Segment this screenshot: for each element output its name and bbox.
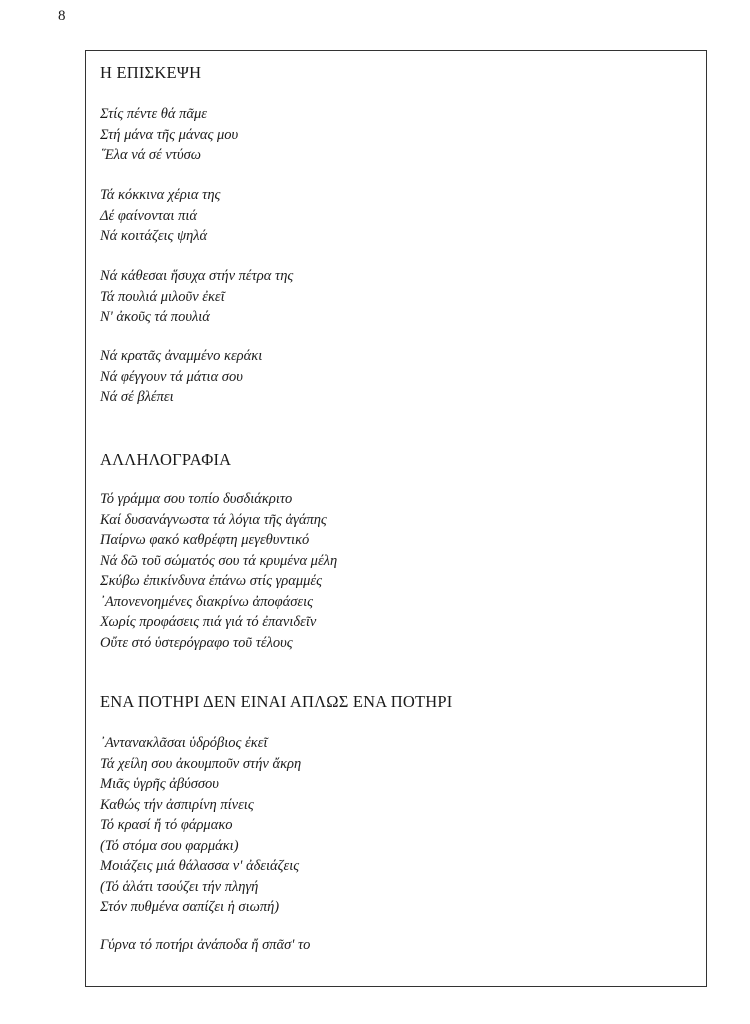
verse-line: Σκύβω ἐπικίνδυνα ἐπάνω στίς γραμμές bbox=[100, 573, 323, 589]
verse-line: Παίρνω φακό καθρέφτη μεγεθυντικό bbox=[100, 532, 310, 548]
verse-line: Καί δυσανάγνωστα τά λόγια τῆς ἀγάπης bbox=[100, 511, 327, 528]
verse-line: Στίς πέντε θά πᾶμε bbox=[100, 106, 208, 122]
verse-line: Οὔτε στό ὑστερόγραφο τοῦ τέλους bbox=[100, 634, 293, 651]
poem-allilografia-stanza-1 bbox=[100, 489, 337, 653]
verse-line: Στόν πυθμένα σαπίζει ἡ σιωπή) bbox=[100, 899, 280, 915]
poem-ena-potiri-stanza-2 bbox=[100, 935, 310, 956]
verse-line: Νά σέ βλέπει bbox=[100, 389, 174, 405]
verse-line: Μιᾶς ὑγρῆς ἀβύσσου bbox=[100, 776, 219, 792]
verse-line: Ν' ἀκοῦς τά πουλιά bbox=[100, 309, 210, 325]
verse-line: Νά κρατᾶς ἀναμμένο κεράκι bbox=[100, 348, 263, 364]
verse-line: Νά φέγγουν τά μάτια σου bbox=[100, 368, 243, 385]
verse-line: Τό κρασί ἤ τό φάρμακο bbox=[100, 817, 233, 833]
verse-line: Τά κόκκινα χέρια της bbox=[100, 187, 221, 203]
poem-title-episkepsi: Η ΕΠΙΣΚΕΨΗ bbox=[100, 63, 202, 82]
page-number: 8 bbox=[58, 8, 66, 24]
verse-line: ᾿Αντανακλᾶσαι ὑδρόβιος ἐκεῖ bbox=[100, 735, 268, 751]
verse-line: ᾿Απονενοημένες διακρίνω ἀποφάσεις bbox=[100, 593, 314, 610]
verse-line: Τά χείλη σου ἀκουμποῦν στήν ἄκρη bbox=[100, 755, 302, 772]
poem-episkepsi-stanza-3 bbox=[100, 266, 293, 328]
verse-line: (Τό στόμα σου φαρμάκι) bbox=[100, 837, 239, 854]
verse-line: Δέ φαίνονται πιά bbox=[100, 207, 197, 224]
verse-line: Γύρνα τό ποτήρι ἀνάποδα ἤ σπᾶσ' το bbox=[100, 937, 311, 953]
verse-line: (Τό ἁλάτι τσούζει τήν πληγή bbox=[100, 878, 259, 895]
verse-line: Μοιάζεις μιά θάλασσα ν' ἀδειάζεις bbox=[100, 858, 300, 874]
poem-episkepsi-stanza-4 bbox=[100, 346, 262, 408]
verse-line: Τό γράμμα σου τοπίο δυσδιάκριτο bbox=[100, 491, 293, 507]
poem-title-allilografia: ΑΛΛΗΛΟΓΡΑΦΙΑ bbox=[100, 450, 232, 469]
poem-ena-potiri-stanza-1 bbox=[100, 733, 301, 918]
verse-line: Στή μάνα τῆς μάνας μου bbox=[100, 126, 239, 143]
verse-line: Τά πουλιά μιλοῦν ἐκεῖ bbox=[100, 288, 225, 305]
verse-line: Καθώς τήν ἀσπιρίνη πίνεις bbox=[100, 796, 254, 813]
poem-episkepsi-stanza-1 bbox=[100, 104, 238, 166]
verse-line: Νά δῶ τοῦ σώματός σου τά κρυμένα μέλη bbox=[100, 552, 338, 569]
verse-line: Νά κάθεσαι ἥσυχα στήν πέτρα της bbox=[100, 268, 294, 284]
verse-line: Χωρίς προφάσεις πιά γιά τό ἐπανιδεῖν bbox=[100, 614, 317, 630]
verse-line: Νά κοιτάζεις ψηλά bbox=[100, 228, 208, 244]
poem-title-ena-potiri: ΕΝΑ ΠΟΤΗΡΙ ΔΕΝ ΕΙΝΑΙ ΑΠΛΩΣ ΕΝΑ ΠΟΤΗΡΙ bbox=[100, 692, 453, 711]
poem-episkepsi-stanza-2 bbox=[100, 185, 220, 247]
verse-line: ῞Ελα νά σέ ντύσω bbox=[100, 147, 202, 163]
